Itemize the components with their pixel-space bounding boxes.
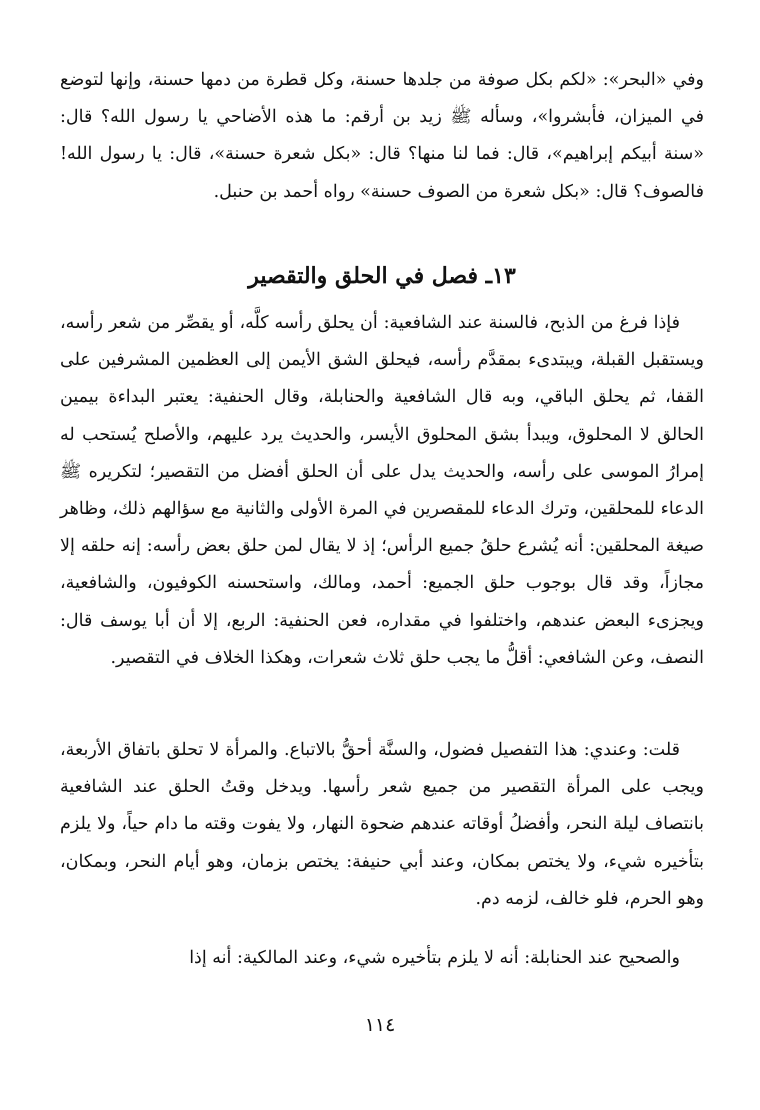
main-paragraph: فإذا فرغ من الذبح، فالسنة عند الشافعية: أن يحلق رأسه كلَّه، أو يقصِّر من شعر رأسه، ويستقبل القبلة، ويبتدىء بمقدَّم رأسه، فيحلق الشق الأيمن إلى العظمين المشرفين على القفا، ثم يحلق الباقي، وبه قال الشافعية والحنابلة، وقال الحنفية: يعتبر البداءة بيمين الحالق لا المحلوق، ويبدأ بشق المحلوق الأيسر، والحديث يرد عليهم، والأصلح يُستحب له إمرارُ الموسى على رأسه، والحديث يدل على أن الحلق أفضل من التقصير؛ لتكريره ﷺ الدعاء للمحلقين، وترك الدعاء للمقصرين في المرة الأولى والثانية مع سؤالهم ذلك، وظاهر صيغة المحلقين: أنه يُشرع حلقُ جميع الرأس؛ إذ لا يقال لمن حلق بعض رأسه: إنه حلقه إلا مجازاً، وقد قال بوجوب حلق الجميع: أحمد، ومالك، واستحسنه الكوفيون، والشافعية، ويجزىء البعض عندهم، واختلفوا في مقداره، فعن الحنفية: الربع، إلا أن أبا يوسف قال: النصف، وعن الشافعي: أقلُّ ما يجب حلق ثلاث شعرات، وهكذا الخلاف في التقصير. xyxy=(60,313,704,668)
page-number: ١١٤ xyxy=(364,1014,396,1036)
section-title: ١٣ـ فصل في الحلق والتقصير xyxy=(248,263,516,289)
intro-paragraph: وفي «البحر»: «لكم بكل صوفة من جلدها حسنة، وكل قطرة من دمها حسنة، وإنها لتوضع في الميزان، فأبشروا»، وسأله ﷺ زيد بن أرقم: ما هذه الأضاحي يا رسول الله؟ قال: «سنة أبيكم إبراهيم»، قال: فما لنا منها؟ قال: «بكل شعرة حسنة»، قال: يا رسول الله! فالصوف؟ قال: «بكل شعرة من الصوف حسنة» رواه أحمد بن حنبل. xyxy=(60,70,704,202)
opinion-paragraph: قلت: وعندي: هذا التفصيل فضول، والسنَّة أحقُّ بالاتباع. والمرأة لا تحلق باتفاق الأربعة، ويجب على المرأة التقصير من جميع شعر رأسها. ويدخل وقتُ الحلق عند الشافعية بانتصاف ليلة النحر، وأفضلُ أوقاته عندهم ضحوة النهار، ولا يفوت وقته ما دام حياً، ولا يلزم بتأخيره شيء، ولا يختص بمكان، وعند أبي حنيفة: يختص بزمان، وهو أيام النحر، وبمكان، وهو الحرم، فلو خالف، لزمه دم. xyxy=(60,740,704,909)
last-paragraph: والصحيح عند الحنابلة: أنه لا يلزم بتأخيره شيء، وعند المالكية: أنه إذا xyxy=(189,948,680,968)
